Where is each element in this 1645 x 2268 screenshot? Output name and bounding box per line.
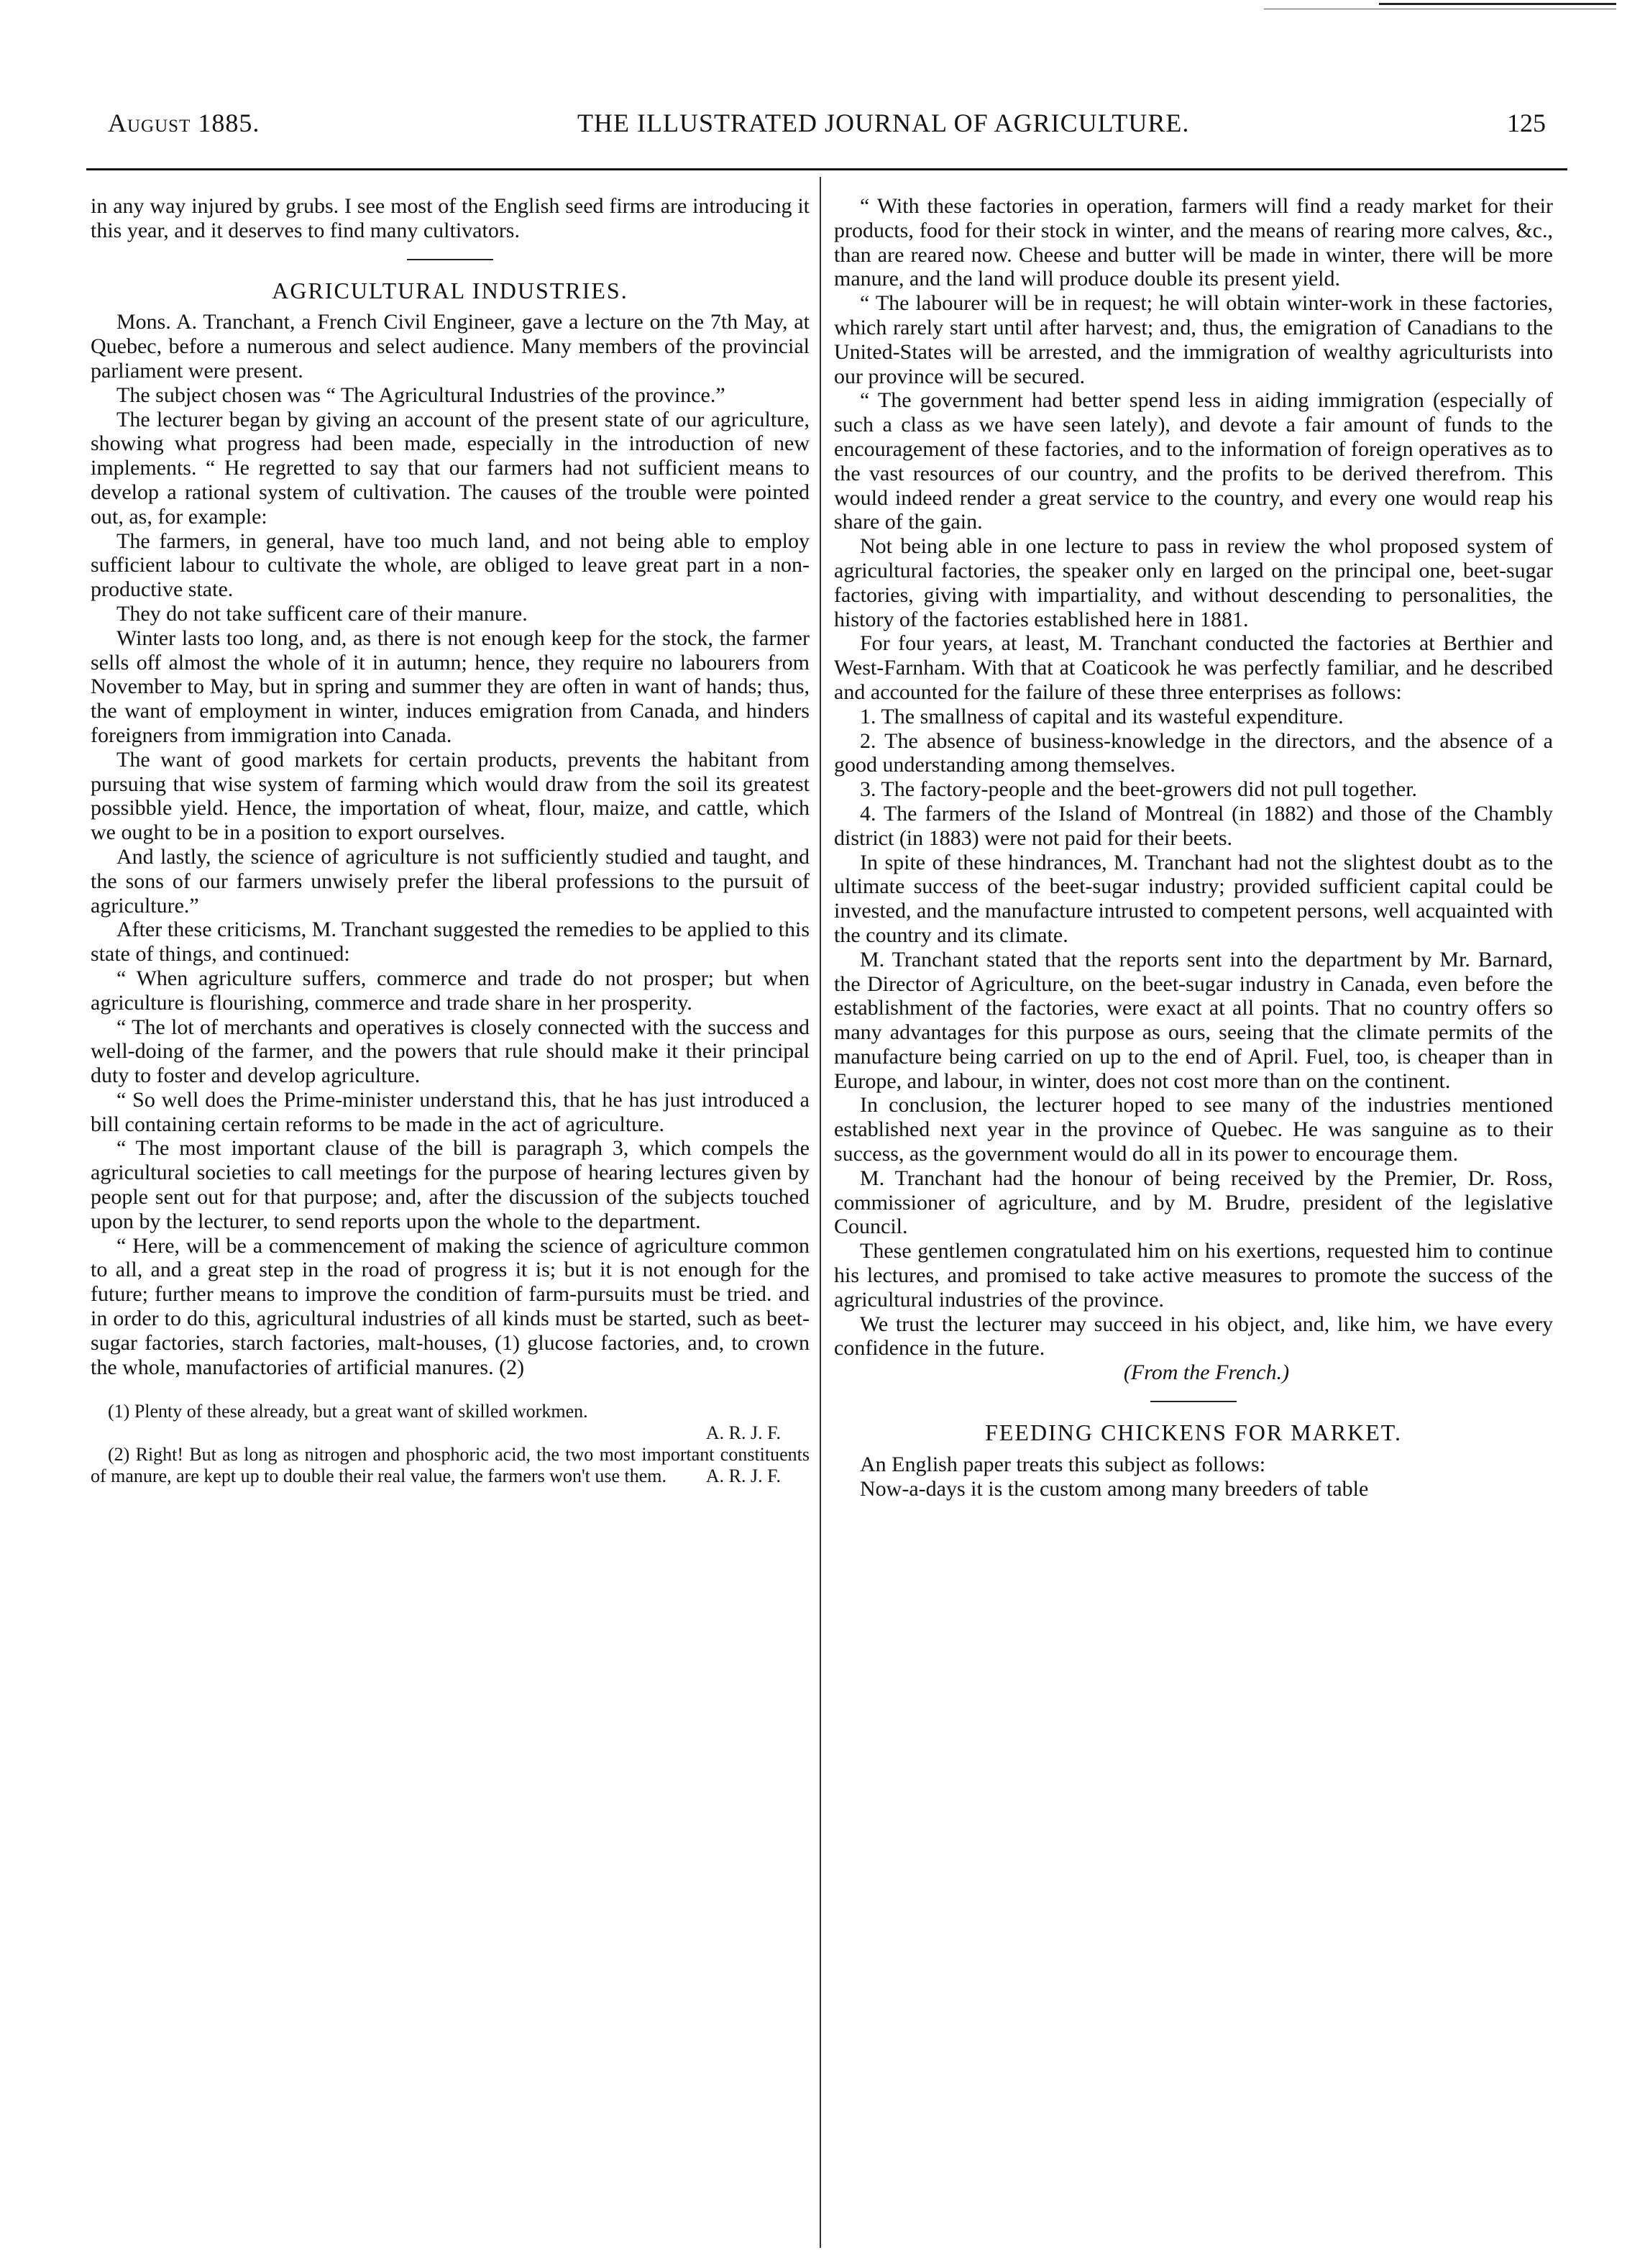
left-column [91, 194, 810, 1487]
paragraph: In conclusion, the lecturer hoped to see many of the industries mentioned established next year in the province of Quebec. He was sanguine as to their success, as the government would do all in its power to encourage them. [834, 1093, 1553, 1166]
section-divider [407, 259, 493, 260]
list-item: 2. The absence of business-knowledge in the directors, and the absence of a good understanding among themselves. [834, 728, 1553, 777]
top-rule [1379, 3, 1616, 5]
paragraph: “ So well does the Prime-minister understand this, that he has just introduced a bill containing certain reforms to be made in the act of agriculture. [91, 1087, 810, 1136]
paragraph: In spite of these hindrances, M. Tranchant had not the slightest doubt as to the ultimate success of the beet-sugar industry; provided sufficient capital could be invested, and the manufacture intrusted to competent persons, well acquainted with the country and its climate. [834, 850, 1553, 947]
column-rule [820, 177, 821, 2248]
list-item: 4. The farmers of the Island of Montreal (in 1882) and those of the Chambly district (in 1883) were not paid for their beets. [834, 801, 1553, 850]
paragraph: The farmers, in general, have too much land, and not being able to employ sufficient labour to cultivate the whole, are obliged to leave great part in a non-productive state. [91, 529, 810, 602]
paragraph: The lecturer began by giving an account of the present state of our agriculture, showing what progress had been made, especially in the introduction of new implements. “ He regretted to say that our farmers had not sufficient means to develop a rational system of cultivation. The causes of the trouble were pointed out, as, for example: [91, 407, 810, 529]
footnote [91, 1444, 810, 1487]
paragraph: The want of good markets for certain products, prevents the habitant from pursuing that wise system of farming which would draw from the soil its greatest possibble yield. Hence, the importation of wheat, flour, maize, and cattle, which we ought to be in a position to export ourselves. [91, 747, 810, 845]
journal-title: THE ILLUSTRATED JOURNAL OF AGRICULTURE. [577, 109, 1190, 137]
paragraph: “ Here, will be a commencement of making the science of agriculture common to all, and a great step in the road of progress it is; but it is not enough for the future; further means to improve the condition of farm-pursuits must be tried. and in order to do this, agricultural industries of all kinds must be started, such as beet-sugar factories, starch factories, malt-houses, (1) glucose factories, and, to crown the whole, manufactories of artificial manures. (2) [91, 1233, 810, 1379]
attribution: (From the French.) [1123, 1361, 1290, 1385]
page-number: 125 [1507, 109, 1546, 137]
footnote-signature: A. R. J. F. [705, 1465, 781, 1487]
header-rule [86, 168, 1567, 170]
paragraph: “ When agriculture suffers, commerce and trade do not prosper; but when agriculture is flourishing, commerce and trade share in her prosperity. [91, 966, 810, 1015]
section-title: AGRICULTURAL INDUSTRIES. [272, 277, 628, 303]
paragraph: The subject chosen was “ The Agricultural Industries of the province.” [116, 383, 725, 407]
list-item: 1. The smallness of capital and its wasteful expenditure. [860, 704, 1344, 728]
running-header [108, 108, 1546, 151]
paragraph: “ The lot of merchants and operatives is closely connected with the success and well-doing of the farmer, and the powers that rule should make it their principal duty to foster and develop agriculture. [91, 1015, 810, 1088]
paragraph: Mons. A. Tranchant, a French Civil Engineer, gave a lecture on the 7th May, at Quebec, before a numerous and select audience. Many members of the provincial parliament were present. [91, 310, 810, 383]
paragraph: And lastly, the science of agriculture is not sufficiently studied and taught, and the sons of our farmers unwisely prefer the liberal professions to the pursuit of agriculture.” [91, 844, 810, 918]
paragraph: These gentlemen congratulated him on his exertions, requested him to continue his lectures, and promised to take active measures to promote the success of the agricultural industries of the province. [834, 1239, 1553, 1312]
paragraph: “ The government had better spend less in aiding immigration (especially of such a class as we have seen lately), and devote a fair amount of funds to the encouragement of these factories, and to the information of foreign operatives as to the vast resources of our country, and the profits to be derived therefrom. This would indeed render a great service to the country, and every one would reap his share of the gain. [834, 388, 1553, 534]
footnote-signature: A. R. J. F. [705, 1422, 781, 1444]
section-divider [1150, 1401, 1237, 1402]
section-title: FEEDING CHICKENS FOR MARKET. [985, 1419, 1402, 1446]
paragraph: M. Tranchant stated that the reports sent into the department by Mr. Barnard, the Director of Agriculture, on the beet-sugar industry in Canada, even before the establishment of the factories, were exact at all points. That no country offers so many advantages for this purpose as ours, seeing that the climate permits of the manufacture being carried on up to the end of April. Fuel, too, is cheaper than in Europe, and labour, in winter, does not cost more than on the continent. [834, 947, 1553, 1093]
issue-date: August 1885. [108, 109, 260, 137]
footnotes [91, 1401, 810, 1487]
right-column [834, 194, 1553, 1501]
paragraph: “ The most important clause of the bill is paragraph 3, which compels the agricultural societies to call meetings for the purpose of hearing lectures given by people sent out for that purpose; and, after the discussion of the subjects touched upon by the lecturer, to send reports upon the whole to the department. [91, 1136, 810, 1233]
paragraph: Now-a-days it is the custom among many breeders of table [860, 1476, 1369, 1501]
paragraph: After these criticisms, M. Tranchant suggested the remedies to be applied to this state of things, and continued: [91, 918, 810, 966]
list-item: 3. The factory-people and the beet-growers did not pull together. [860, 777, 1418, 802]
paragraph: We trust the lecturer may succeed in his object, and, like him, we have every confidence in the future. [834, 1312, 1553, 1361]
paragraph: M. Tranchant had the honour of being received by the Premier, Dr. Ross, commissioner of agriculture, and by M. Brudre, president of the legislative Council. [834, 1166, 1553, 1239]
paragraph: “ With these factories in operation, farmers will find a ready market for their products, food for their stock in winter, and the means of rearing more calves, &c., than are reared now. Cheese and butter will be made in winter, there will be more manure, and the land will produce double its present yield. [834, 194, 1553, 291]
paragraph: An English paper treats this subject as follows: [860, 1452, 1266, 1476]
footnote: (1) Plenty of these already, but a great want of skilled workmen. [108, 1401, 588, 1422]
paragraph: “ The labourer will be in request; he will obtain winter-work in these factories, which rarely start until after harvest; and, thus, the emigration of Canadians to the United-States will be arrested, and the immigration of wealthy agriculturists into our province will be secured. [834, 291, 1553, 388]
paragraph: Winter lasts too long, and, as there is not enough keep for the stock, the farmer sells off almost the whole of it in autumn; hence, they require no labourers from November to May, but in spring and summer they are often in want of hands; thus, the want of employment in winter, induces emigration from Canada, and hinders foreigners from immigration into Canada. [91, 626, 810, 747]
paragraph: For four years, at least, M. Tranchant conducted the factories at Berthier and West-Farnham. With that at Coaticook he was perfectly familiar, and he described and accounted for the failure of these three enterprises as follows: [834, 631, 1553, 704]
continued-paragraph: in any way injured by grubs. I see most of the English seed firms are introducing it this year, and it deserves to find many cultivators. [91, 194, 810, 242]
footnote-text: (2) Right! But as long as nitrogen and phosphoric acid, the two most important constituents of manure, are kept up to double their real value, the farmers won't use them. [91, 1444, 810, 1487]
paragraph: Not being able in one lecture to pass in review the whol proposed system of agricultural factories, the speaker only en larged on the principal one, beet-sugar factories, giving with impartiality, and without descending to personalities, the history of the factories established here in 1881. [834, 534, 1553, 631]
paragraph: They do not take sufficent care of their manure. [116, 601, 528, 626]
